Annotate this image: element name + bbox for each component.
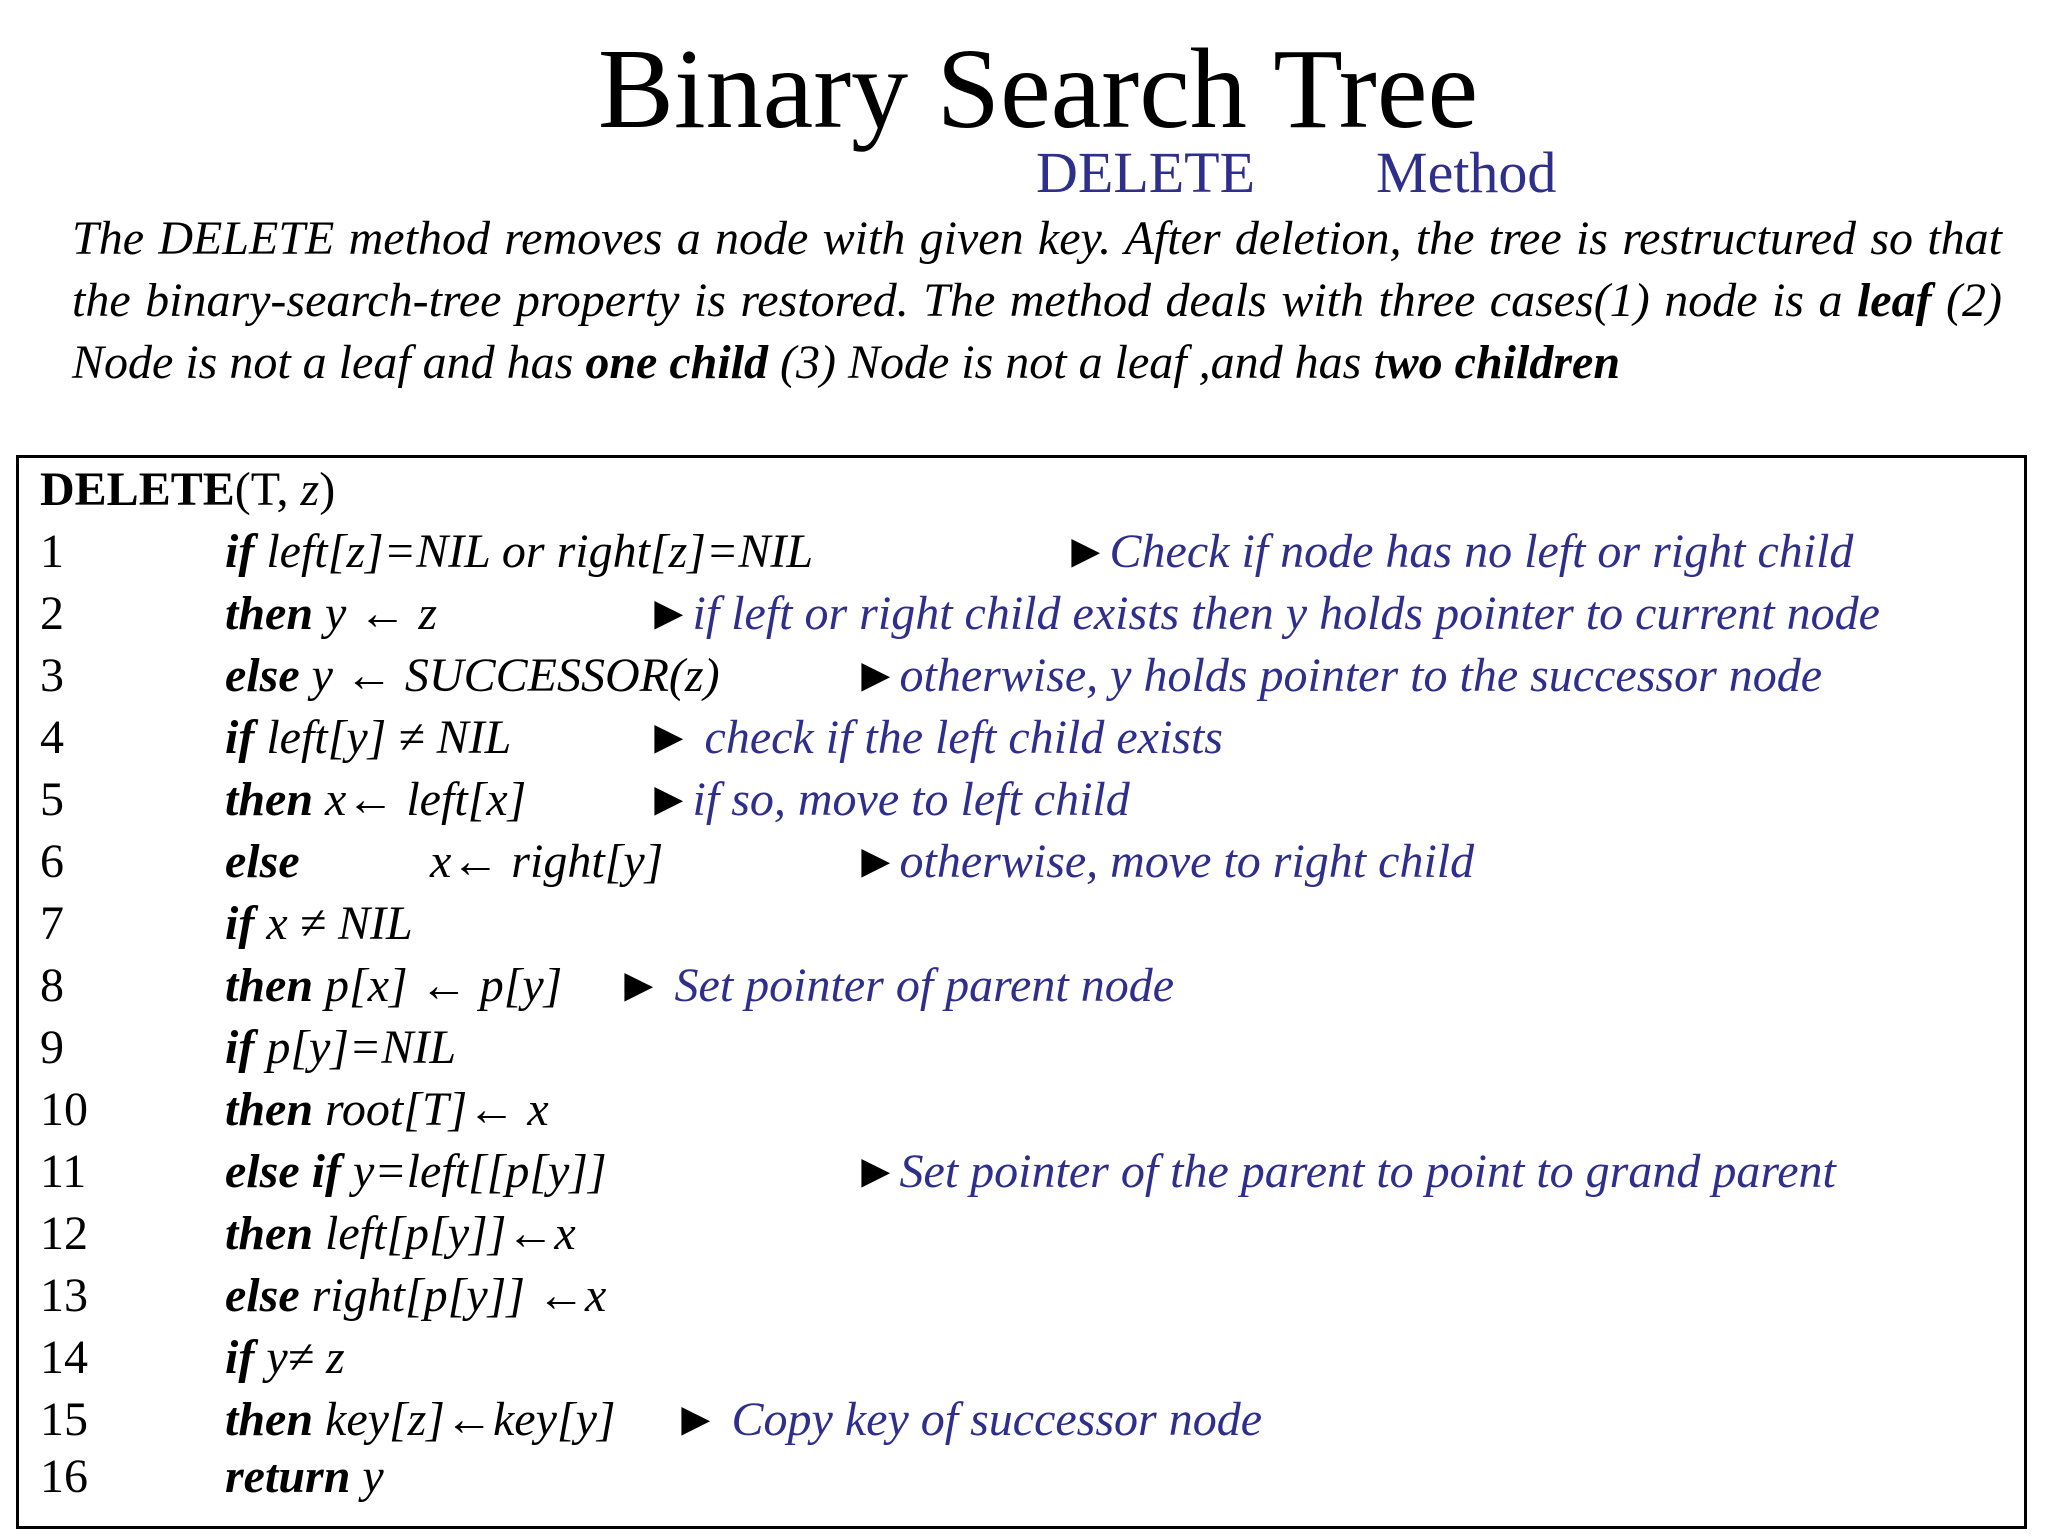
- line-number: 11: [40, 1145, 87, 1198]
- intro-text-3: (3) Node is not a leaf ,and has t: [768, 336, 1387, 389]
- code-comment: [852, 831, 1474, 893]
- code-statement: [225, 1389, 616, 1451]
- code-statement: [225, 1265, 606, 1327]
- code-statement: [225, 1446, 384, 1508]
- code-expression: left[p[y]]←x: [313, 1207, 576, 1260]
- code-keyword: if: [225, 1331, 255, 1384]
- code-statement: [225, 955, 562, 1017]
- code-keyword: if: [225, 525, 255, 578]
- intro-bold-leaf: leaf: [1856, 274, 1932, 327]
- line-number: 2: [40, 587, 64, 640]
- line-number: 14: [40, 1331, 88, 1384]
- code-keyword: if: [225, 711, 255, 764]
- code-expression: y≠ z: [254, 1331, 345, 1384]
- code-line: [0, 707, 2040, 769]
- code-expression: x← left[x]: [313, 773, 527, 826]
- code-expression: x← right[y]: [430, 835, 664, 888]
- code-expression: left[y] ≠ NIL: [254, 711, 512, 764]
- procedure-name: DELETE: [40, 463, 235, 516]
- code-line: [0, 1327, 2040, 1389]
- code-statement: [225, 1079, 549, 1141]
- code-comment: [1062, 521, 1853, 583]
- line-number: 16: [40, 1450, 88, 1503]
- code-expression: right[p[y]] ←x: [299, 1269, 607, 1322]
- line-number: 5: [40, 773, 64, 826]
- code-keyword: else if: [225, 1145, 341, 1198]
- code-expression: root[T]← x: [313, 1083, 549, 1136]
- code-line: [0, 1265, 2040, 1327]
- code-keyword: then: [225, 1083, 314, 1136]
- procedure-header: [0, 459, 2040, 521]
- code-comment: [852, 645, 1822, 707]
- code-line: [0, 1389, 2040, 1451]
- code-expression: y: [350, 1450, 384, 1503]
- comment-arrow-icon: ►: [615, 959, 675, 1012]
- procedure-args-close: ): [319, 463, 336, 516]
- code-statement: [225, 1327, 345, 1389]
- code-statement: [225, 831, 300, 893]
- code-statement: [225, 893, 413, 955]
- line-number: 15: [40, 1393, 88, 1446]
- code-line: [0, 1017, 2040, 1079]
- code-line: [0, 955, 2040, 1017]
- intro-text-1: The DELETE method removes a node with given key. After deletion, the tree is restructured so that the binary-search-tree property is restored. The method deals with three cases(1) node is a: [72, 212, 2002, 327]
- comment-text: otherwise, y holds pointer to the successor node: [899, 649, 1823, 702]
- code-expression: p[x] ← p[y]: [313, 959, 563, 1012]
- line-number: 6: [40, 835, 64, 888]
- line-number: 1: [40, 525, 64, 578]
- intro-bold-one-child: one child: [585, 336, 768, 389]
- subtitle-delete: DELETE: [1036, 140, 1256, 205]
- code-line: [0, 769, 2040, 831]
- code-line: [0, 1446, 2040, 1508]
- code-statement: [225, 1017, 456, 1079]
- code-keyword: then: [225, 1393, 314, 1446]
- comment-text: Copy key of successor node: [731, 1393, 1263, 1446]
- comment-text: if so, move to left child: [692, 773, 1130, 826]
- comment-text: otherwise, move to right child: [899, 835, 1475, 888]
- line-number: 9: [40, 1021, 64, 1074]
- code-statement: [225, 645, 720, 707]
- comment-arrow-icon: ►: [672, 1393, 732, 1446]
- slide-title: Binary Search Tree: [597, 25, 1479, 152]
- line-number: 4: [40, 711, 64, 764]
- code-comment: [645, 769, 1130, 831]
- comment-arrow-icon: ►: [852, 649, 900, 702]
- code-statement: [225, 1203, 576, 1265]
- code-keyword: then: [225, 959, 314, 1012]
- code-keyword: else: [225, 649, 300, 702]
- code-expression: y ← SUCCESSOR(z): [299, 649, 720, 702]
- code-comment: [852, 1141, 1836, 1203]
- code-expression: y ← z: [313, 587, 438, 640]
- code-comment: [645, 707, 1223, 769]
- code-statement: [225, 707, 511, 769]
- code-expression: p[y]=NIL: [254, 1021, 457, 1074]
- code-line: [0, 893, 2040, 955]
- comment-text: Set pointer of parent node: [674, 959, 1174, 1012]
- comment-text: if left or right child exists then y holds pointer to current node: [692, 587, 1880, 640]
- code-expression: x ≠ NIL: [254, 897, 413, 950]
- comment-arrow-icon: ►: [1062, 525, 1110, 578]
- code-line: [0, 1079, 2040, 1141]
- code-comment: [672, 1389, 1262, 1451]
- line-number: 3: [40, 649, 64, 702]
- comment-arrow-icon: ►: [645, 773, 693, 826]
- comment-text: Check if node has no left or right child: [1109, 525, 1854, 578]
- code-keyword: else: [225, 1269, 300, 1322]
- code-statement: [225, 1141, 607, 1203]
- code-keyword: return: [225, 1450, 351, 1503]
- comment-arrow-icon: ►: [852, 835, 900, 888]
- procedure-arg-z: z: [300, 463, 320, 516]
- procedure-args-open: (T,: [234, 463, 301, 516]
- code-statement: [225, 769, 526, 831]
- code-line: [0, 645, 2040, 707]
- code-line: [0, 1203, 2040, 1265]
- comment-text: check if the left child exists: [704, 711, 1223, 764]
- subtitle-method: Method: [1376, 140, 1557, 205]
- intro-bold-two-children: wo children: [1386, 336, 1621, 389]
- comment-arrow-icon: ►: [645, 711, 705, 764]
- intro-paragraph: [72, 208, 2002, 394]
- code-line: [0, 1141, 2040, 1203]
- comment-arrow-icon: ►: [852, 1145, 900, 1198]
- line-number: 10: [40, 1083, 88, 1136]
- code-keyword: then: [225, 1207, 314, 1260]
- code-statement: [225, 583, 437, 645]
- code-keyword: else: [225, 835, 300, 888]
- intro-text-2: (2) Node is not a leaf and has: [72, 274, 2003, 389]
- code-statement: [225, 521, 813, 583]
- line-number: 7: [40, 897, 64, 950]
- comment-arrow-icon: ►: [645, 587, 693, 640]
- code-comment: [615, 955, 1174, 1017]
- line-number: 12: [40, 1207, 88, 1260]
- code-expression: y=left[[p[y]]: [340, 1145, 607, 1198]
- code-line: [0, 831, 2040, 893]
- code-keyword: then: [225, 773, 314, 826]
- line-number: 8: [40, 959, 64, 1012]
- code-line: [0, 583, 2040, 645]
- code-line: [0, 521, 2040, 583]
- line-number: 13: [40, 1269, 88, 1322]
- code-expression: left[z]=NIL or right[z]=NIL: [254, 525, 814, 578]
- code-keyword: then: [225, 587, 314, 640]
- code-expression: key[z]←key[y]: [313, 1393, 616, 1446]
- code-comment: [645, 583, 1880, 645]
- code-keyword: if: [225, 1021, 255, 1074]
- code-keyword: if: [225, 897, 255, 950]
- comment-text: Set pointer of the parent to point to grand parent: [899, 1145, 1836, 1198]
